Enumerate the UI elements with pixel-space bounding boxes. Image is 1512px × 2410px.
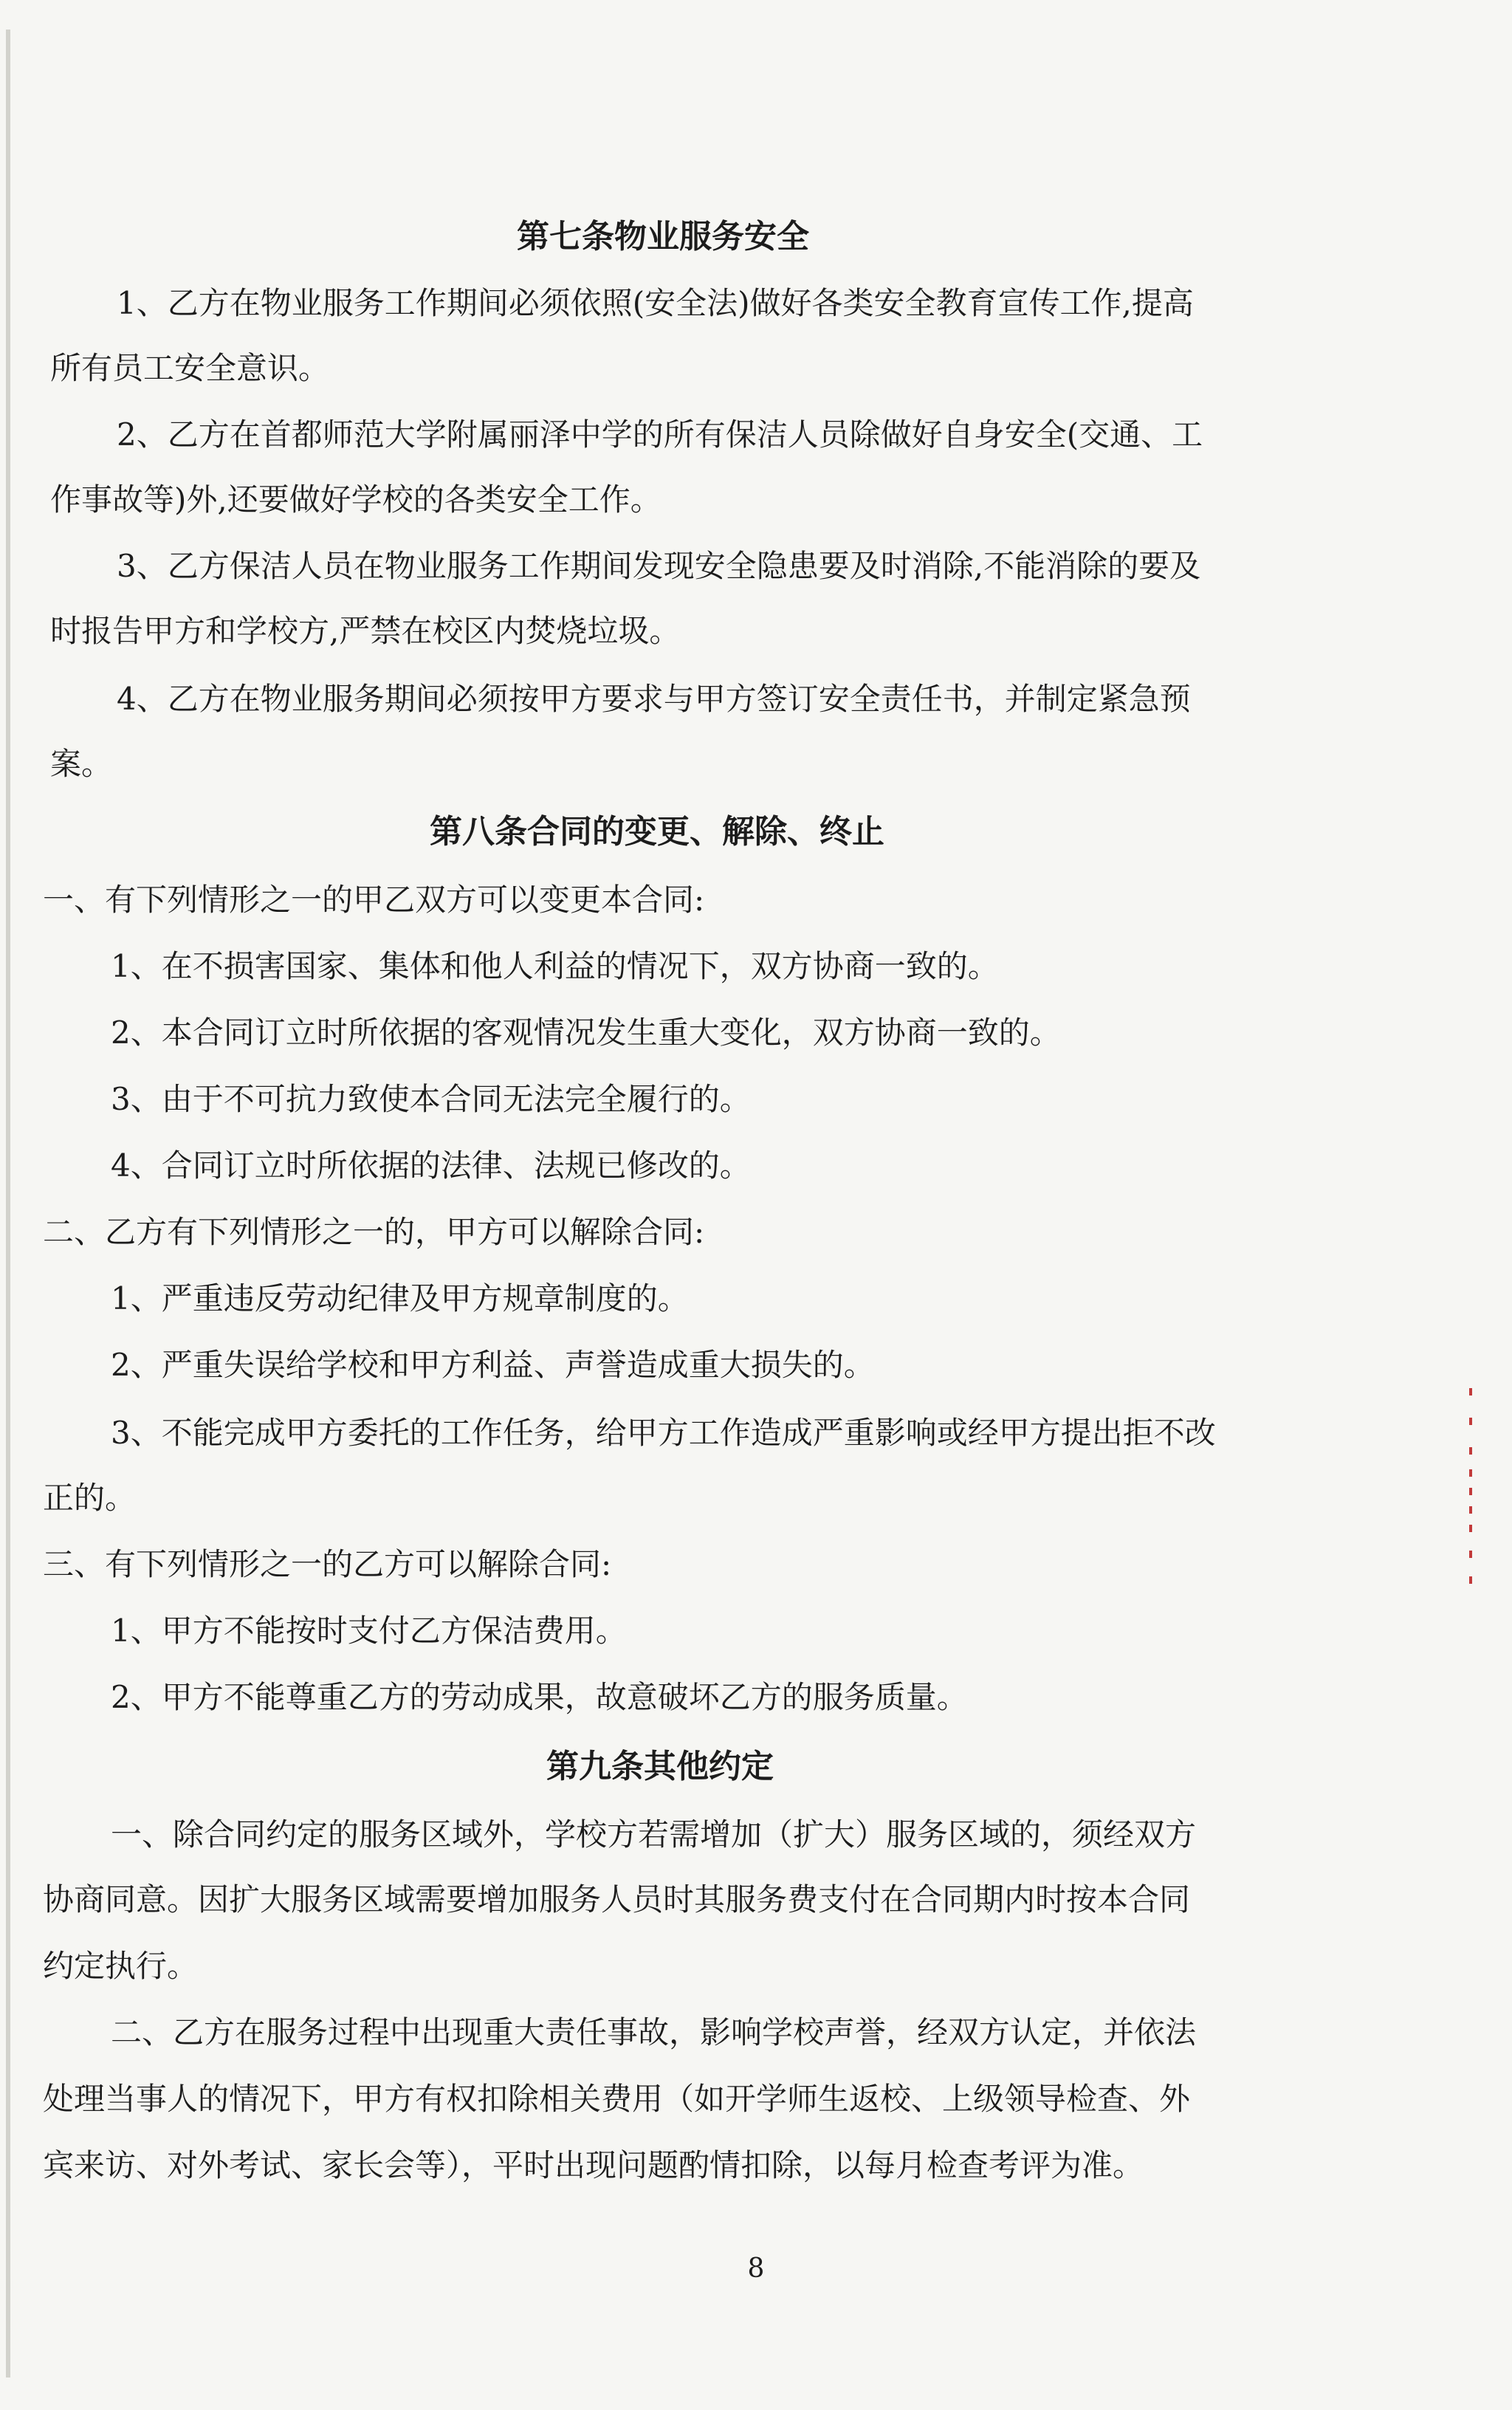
paragraph-line: 2、乙方在首都师范大学附属丽泽中学的所有保洁人员除做好自身安全(交通、工: [117, 416, 1203, 453]
list-item: 2、严重失误给学校和甲方利益、声誉造成重大损失的。: [111, 1347, 875, 1383]
clause-heading: 一、有下列情形之一的甲乙双方可以变更本合同:: [43, 882, 705, 918]
list-item: 1、甲方不能按时支付乙方保洁费用。: [111, 1613, 627, 1649]
page-number: 8: [747, 2253, 765, 2284]
seam-stamp-marks: [1465, 1388, 1480, 1587]
list-item: 1、严重违反劳动纪律及甲方规章制度的。: [111, 1280, 689, 1316]
paragraph-line: 宾来访、对外考试、家长会等），平时出现问题酌情扣除，以每月检查考评为准。: [43, 2147, 1144, 2183]
clause-heading: 二、乙方有下列情形之一的，甲方可以解除合同:: [43, 1214, 705, 1250]
list-item: 4、合同订立时所依据的法律、法规已修改的。: [111, 1147, 751, 1184]
paragraph-line: 二、乙方在服务过程中出现重大责任事故，影响学校声誉，经双方认定，并依法: [111, 2014, 1197, 2050]
paragraph-line: 一、除合同约定的服务区域外，学校方若需增加（扩大）服务区域的，须经双方: [111, 1816, 1197, 1853]
list-item: 3、不能完成甲方委托的工作任务，给甲方工作造成严重影响或经甲方提出拒不改: [111, 1415, 1216, 1451]
section-8-title: 第八条合同的变更、解除、终止: [430, 813, 884, 851]
paragraph-line: 案。: [50, 746, 113, 782]
paragraph-line: 作事故等)外,还要做好学校的各类安全工作。: [50, 481, 662, 518]
section-9-title: 第九条其他约定: [546, 1748, 774, 1785]
list-item: 2、本合同订立时所依据的客观情况发生重大变化，双方协商一致的。: [111, 1015, 1061, 1051]
paragraph-line: 3、乙方保洁人员在物业服务工作期间发现安全隐患要及时消除,不能消除的要及: [117, 548, 1201, 584]
paragraph-line: 4、乙方在物业服务期间必须按甲方要求与甲方签订安全责任书，并制定紧急预: [117, 681, 1191, 717]
scan-edge-shadow: [6, 30, 10, 2378]
list-item: 正的。: [43, 1480, 137, 1516]
paragraph-line: 时报告甲方和学校方,严禁在校区内焚烧垃圾。: [50, 613, 681, 649]
paragraph-line: 1、乙方在物业服务工作期间必须依照(安全法)做好各类安全教育宣传工作,提高: [117, 285, 1194, 321]
list-item: 2、甲方不能尊重乙方的劳动成果，故意破坏乙方的服务质量。: [111, 1679, 968, 1715]
list-item: 1、在不损害国家、集体和他人利益的情况下，双方协商一致的。: [111, 948, 999, 984]
paragraph-line: 所有员工安全意识。: [50, 350, 330, 386]
paragraph-line: 约定执行。: [43, 1948, 199, 1984]
paragraph-line: 协商同意。因扩大服务区域需要增加服务人员时其服务费支付在合同期内时按本合同: [43, 1881, 1191, 1918]
list-item: 3、由于不可抗力致使本合同无法完全履行的。: [111, 1081, 751, 1117]
clause-heading: 三、有下列情形之一的乙方可以解除合同:: [43, 1546, 612, 1582]
paragraph-line: 处理当事人的情况下，甲方有权扣除相关费用（如开学师生返校、上级领导检查、外: [43, 2081, 1191, 2117]
section-7-title: 第七条物业服务安全: [517, 218, 809, 255]
